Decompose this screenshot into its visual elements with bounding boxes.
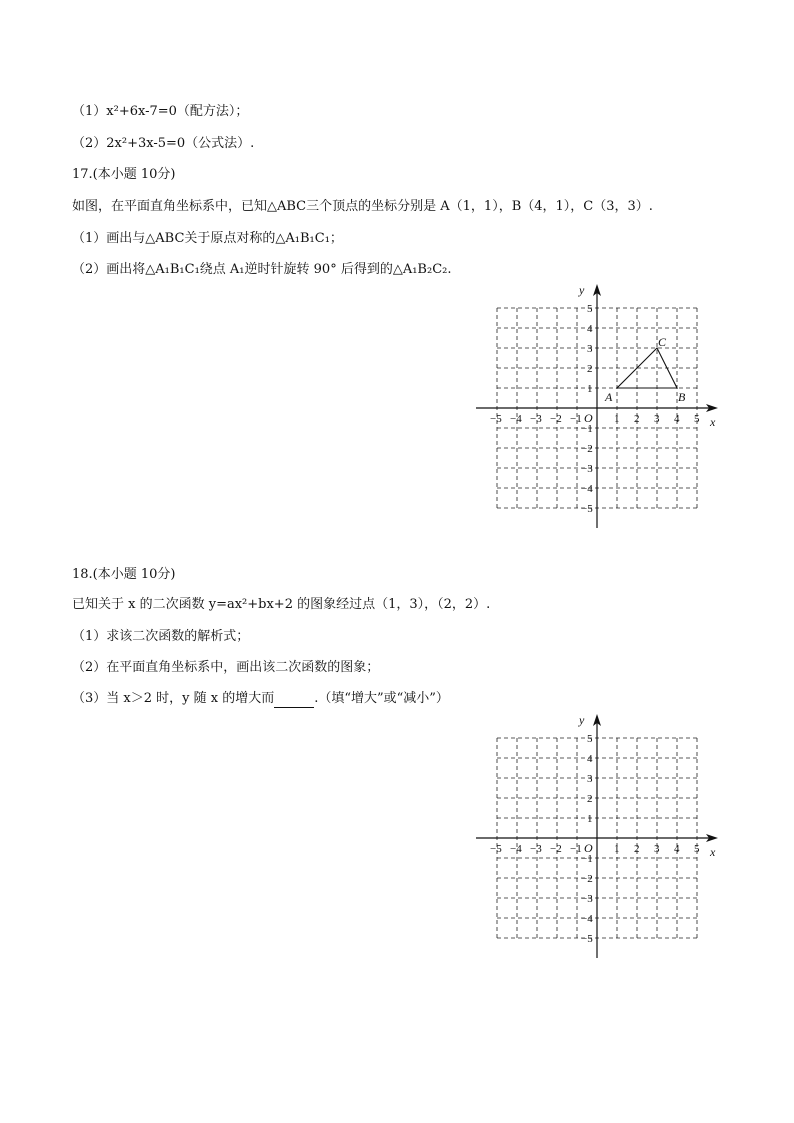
y-tick-label: 3: [587, 343, 593, 355]
y-tick-label: 3: [587, 773, 593, 785]
q18-part3-hint: .（填“增大”或“减小”）: [314, 691, 449, 706]
q18-stem: 已知关于 x 的二次函数 y=ax²+bx+2 的图象经过点（1，3），（2，2）.: [72, 597, 491, 612]
y-tick-label: −2: [581, 443, 593, 455]
y-tick-label: 5: [587, 733, 593, 745]
x-tick-label: 2: [634, 413, 640, 425]
x-tick-label: −2: [550, 843, 562, 855]
x-axis-label: x: [710, 415, 716, 429]
q18-heading: 18.(本小题 10分): [72, 567, 176, 582]
x-tick-label: −3: [530, 413, 542, 425]
point-label-b: B: [678, 390, 686, 404]
x-tick-label: 1: [614, 413, 620, 425]
y-tick-label: 4: [587, 753, 593, 765]
answer-blank[interactable]: [274, 695, 314, 708]
x-tick-label: −2: [550, 413, 562, 425]
y-tick-label: 1: [587, 813, 593, 825]
q16-part2: （2）2x²+3x-5=0（公式法）.: [72, 136, 255, 151]
y-tick-label: 4: [587, 323, 593, 335]
q18-part3-text: （3）当 x＞2 时，y 随 x 的增大而: [72, 691, 275, 706]
y-tick-label: −1: [581, 853, 593, 865]
q18-part2: （2）在平面直角坐标系中，画出该二次函数的图象；: [72, 660, 380, 675]
x-tick-label: 5: [694, 413, 700, 425]
x-tick-label: −4: [510, 843, 522, 855]
coordinate-grid-blank: [470, 710, 730, 965]
y-tick-label: 5: [587, 303, 593, 315]
coordinate-grid-with-triangle: [470, 280, 730, 535]
x-axis-label: x: [710, 845, 716, 859]
x-tick-label: 3: [654, 413, 660, 425]
y-tick-label: 2: [587, 793, 593, 805]
x-tick-label: 4: [674, 843, 680, 855]
origin-label: O: [584, 841, 593, 855]
q17-stem: 如图，在平面直角坐标系中，已知△ABC三个顶点的坐标分别是 A（1，1），B（4，1），C（3，3）.: [72, 199, 653, 214]
x-tick-label: 4: [674, 413, 680, 425]
y-tick-label: −4: [581, 913, 593, 925]
x-tick-label: −1: [570, 413, 582, 425]
q18-part3: [72, 690, 449, 708]
point-label-a: A: [605, 390, 613, 404]
q17-heading: 17.(本小题 10分): [72, 167, 176, 182]
x-tick-label: 3: [654, 843, 660, 855]
q17-part2: （2）画出将△A₁B₁C₁绕点 A₁逆时针旋转 90° 后得到的△A₁B₂C₂.: [72, 262, 452, 277]
y-tick-label: −2: [581, 873, 593, 885]
x-tick-label: 5: [694, 843, 700, 855]
y-tick-label: −3: [581, 463, 593, 475]
y-tick-label: −1: [581, 423, 593, 435]
x-tick-label: −1: [570, 843, 582, 855]
y-axis-label: y: [579, 713, 585, 727]
q17-part1: （1）画出与△ABC关于原点对称的△A₁B₁C₁；: [72, 231, 343, 246]
point-label-c: C: [658, 335, 667, 349]
x-tick-label: −5: [490, 843, 502, 855]
x-tick-label: −3: [530, 843, 542, 855]
y-tick-label: −4: [581, 483, 593, 495]
q18-part1: （1）求该二次函数的解析式；: [72, 629, 250, 644]
y-tick-label: −3: [581, 893, 593, 905]
q16-part1: （1）x²+6x-7=0（配方法）；: [72, 104, 249, 119]
y-tick-label: 2: [587, 363, 593, 375]
y-tick-label: −5: [581, 933, 593, 945]
x-tick-label: −5: [490, 413, 502, 425]
y-tick-label: −5: [581, 503, 593, 515]
x-tick-label: 2: [634, 843, 640, 855]
x-tick-label: 1: [614, 843, 620, 855]
x-tick-label: −4: [510, 413, 522, 425]
y-axis-label: y: [579, 283, 585, 297]
y-tick-label: 1: [587, 383, 593, 395]
origin-label: O: [584, 411, 593, 425]
